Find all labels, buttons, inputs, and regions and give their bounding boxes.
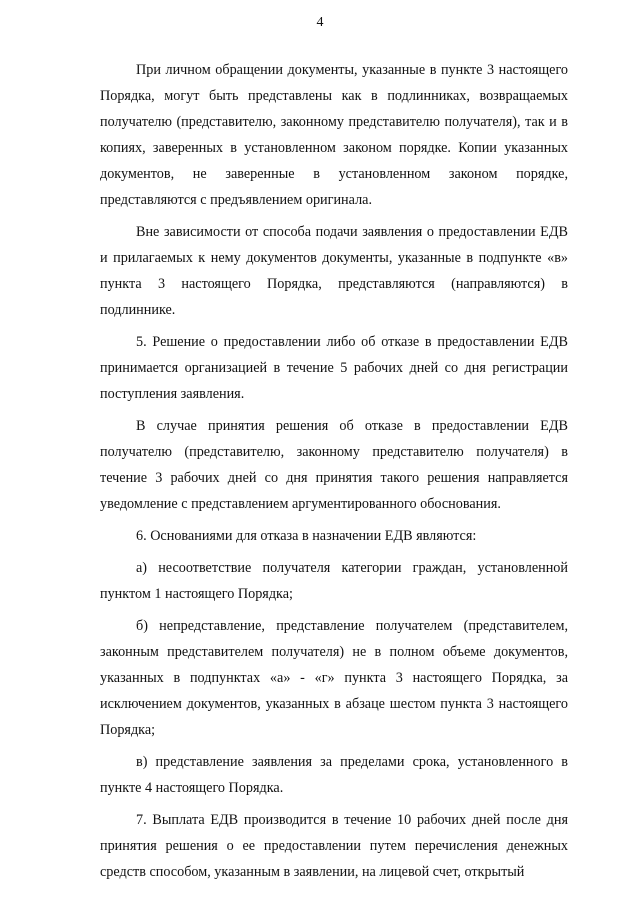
paragraph-payment-term: 7. Выплата ЕДВ производится в течение 10 рабочих дней после дня принятия решения о ее предоставлении путем перечисления денежных средств способом, указанным в заявлении, на лицевой счет, открытый [100, 812, 568, 880]
document-body [100, 57, 568, 891]
list-item-ground-b: б) непредставление, представление получателем (представителем, законным представителем получателя) не в полном объеме документов, указанных в подпунктах «а» - «г» пункта 3 настоящего Порядка, за исключением документов, указанных в абзаце шестом пункта 3 настоящего Порядка; [100, 618, 568, 738]
paragraph-personal-submission: При личном обращении документы, указанные в пункте 3 настоящего Порядка, могут быть представлены как в подлинниках, возвращаемых получателю (представителю, законному представителю получателя), так и в копиях, заверенных в установленном законом порядке. Копии указанных документов, не заверенные в установленном законом порядке, представляются с предъявлением оригинала. [100, 62, 568, 208]
list-item-ground-c: в) представление заявления за пределами срока, установленного в пункте 4 настоящего Порядка. [100, 754, 568, 796]
paragraph-refusal-notice: В случае принятия решения об отказе в предоставлении ЕДВ получателю (представителю, законному представителю получателя) в течение 3 рабочих дней со дня принятия такого решения направляется уведомление с представлением аргументированного обоснования. [100, 418, 568, 512]
paragraph-refusal-grounds-heading: 6. Основаниями для отказа в назначении ЕДВ являются: [136, 528, 477, 544]
paragraph-decision-term: 5. Решение о предоставлении либо об отказе в предоставлении ЕДВ принимается организацией в течение 5 рабочих дней со дня регистрации поступления заявления. [100, 334, 568, 402]
paragraph-original-documents: Вне зависимости от способа подачи заявления о предоставлении ЕДВ и прилагаемых к нему документов документы, указанные в подпункте «в» пункта 3 настоящего Порядка, представляются (направляются) в подлиннике. [100, 224, 568, 318]
list-item-ground-a: а) несоответствие получателя категории граждан, установленной пунктом 1 настоящего Порядка; [100, 560, 568, 602]
page-number: 4 [316, 15, 324, 30]
